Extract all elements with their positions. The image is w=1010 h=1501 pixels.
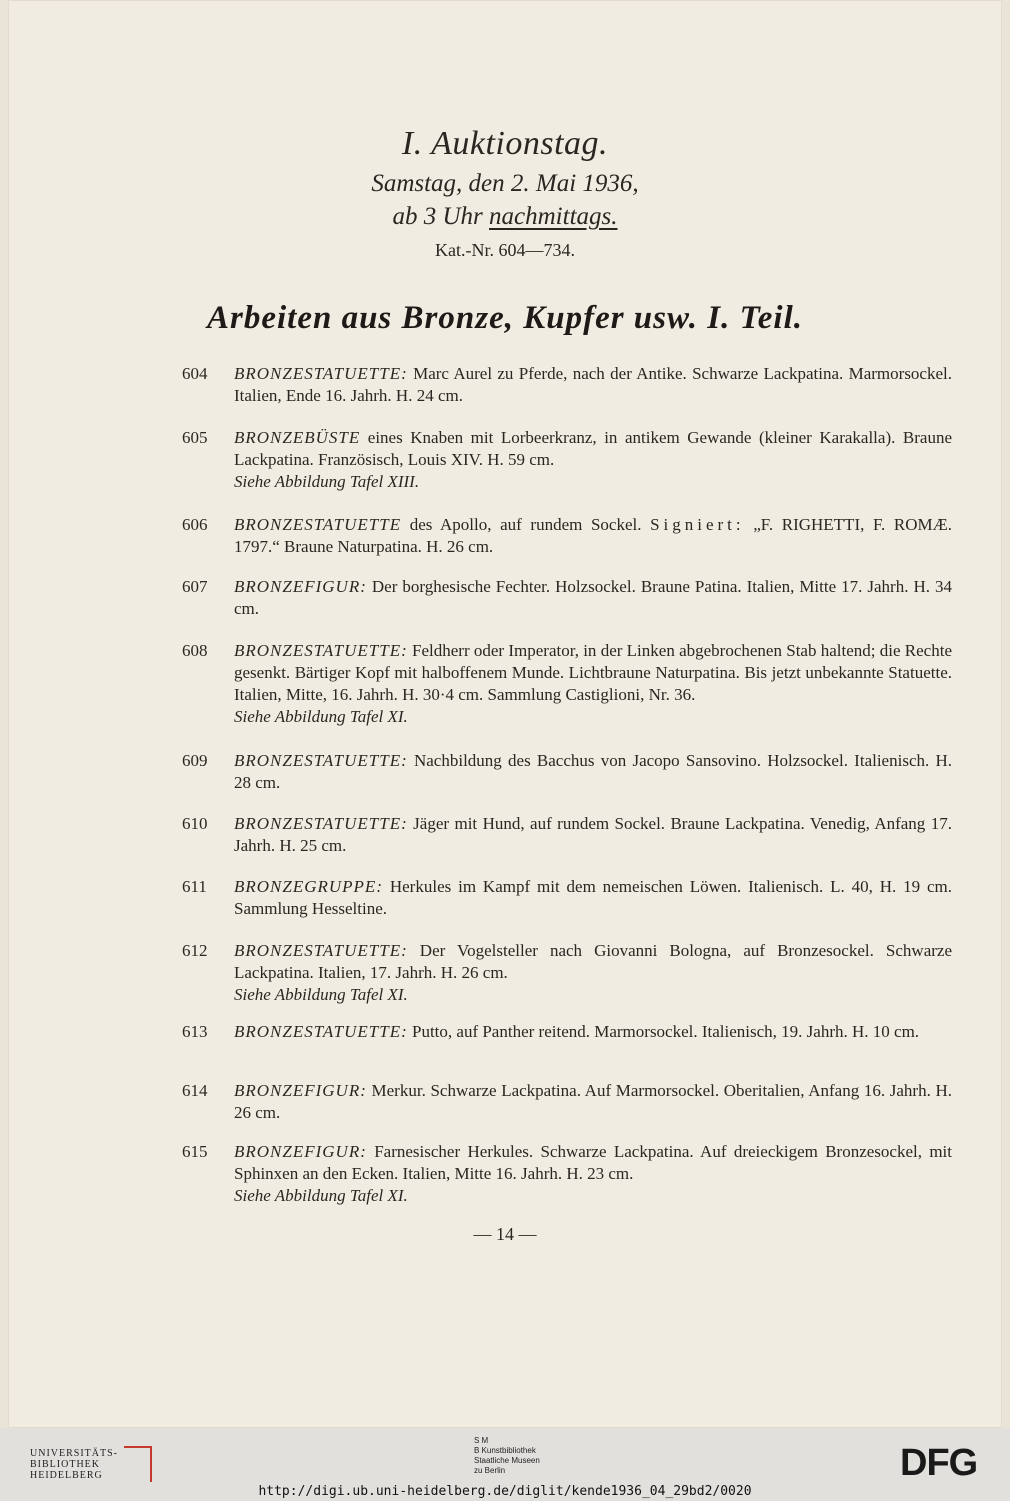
catalog-entry bbox=[182, 750, 952, 794]
entry-number: 608 bbox=[182, 641, 208, 660]
smb-line: S M bbox=[474, 1436, 489, 1445]
entry-lead: BRONZESTATUETTE: bbox=[234, 814, 408, 833]
entry-plate-reference: Siehe Abbildung Tafel XI. bbox=[234, 985, 408, 1004]
catalog-entry bbox=[182, 640, 952, 728]
entry-lead: BRONZEFIGUR: bbox=[234, 577, 367, 596]
entry-lead: BRONZEFIGUR: bbox=[234, 1081, 367, 1100]
library-footer bbox=[0, 1428, 1010, 1501]
entry-number: 609 bbox=[182, 751, 208, 770]
entry-body bbox=[234, 640, 952, 728]
entry-lead: BRONZEGRUPPE: bbox=[234, 877, 383, 896]
entry-text: Merkur. Schwarze Lackpatina. Auf Marmorsockel. Oberitalien, Anfang 16. Jahrh. H. 26 cm. bbox=[234, 1081, 952, 1122]
auction-time bbox=[8, 203, 1002, 231]
entry-plate-reference: Siehe Abbildung Tafel XI. bbox=[234, 1186, 408, 1205]
entry-lead: BRONZESTATUETTE: bbox=[234, 1022, 408, 1041]
time-underlined: nachmittags. bbox=[489, 203, 618, 230]
permalink-url[interactable]: http://digi.ub.uni-heidelberg.de/diglit/kende1936_04_29bd2/0020 bbox=[258, 1484, 752, 1499]
entry-lead: BRONZESTATUETTE: bbox=[234, 641, 408, 660]
entry-signed: Signiert: bbox=[650, 515, 745, 534]
catalog-entry bbox=[182, 427, 952, 493]
catalog-entry bbox=[182, 940, 952, 1006]
entry-text: Herkules im Kampf mit dem nemeischen Löwen. Italienisch. L. 40, H. 19 cm. Sammlung Hesseltine. bbox=[234, 877, 952, 918]
catalog-entry bbox=[182, 514, 952, 558]
entry-text: Marc Aurel zu Pferde, nach der Antike. Schwarze Lackpatina. Marmorsockel. Italien, Ende 16. Jahrh. H. 24 cm. bbox=[234, 364, 952, 405]
dfg-logo[interactable]: DFG bbox=[900, 1442, 978, 1484]
entry-number: 613 bbox=[182, 1022, 208, 1041]
university-emblem-icon bbox=[124, 1446, 152, 1482]
entry-body bbox=[234, 940, 952, 1006]
entry-lead: BRONZESTATUETTE bbox=[234, 515, 402, 534]
smb-line: B Kunstbibliothek bbox=[474, 1446, 536, 1455]
auction-date: Samstag, den 2. Mai 1936, bbox=[371, 170, 639, 197]
entry-number: 614 bbox=[182, 1081, 208, 1100]
uni-line: BIBLIOTHEK bbox=[30, 1458, 100, 1470]
entry-body bbox=[234, 427, 952, 493]
entry-text: eines Knaben mit Lorbeerkranz, in antikem Gewande (kleiner Karakalla). Braune Lackpatina. Französisch, Louis XIV. H. 59 cm. bbox=[234, 428, 952, 469]
entry-number: 612 bbox=[182, 941, 208, 960]
entry-plate-reference: Siehe Abbildung Tafel XI. bbox=[234, 707, 408, 726]
entry-number: 611 bbox=[182, 877, 207, 896]
university-library-logo[interactable] bbox=[30, 1446, 152, 1482]
entry-body bbox=[234, 1080, 952, 1124]
entry-text: Nachbildung des Bacchus von Jacopo Sansovino. Holzsockel. Italienisch. H. 28 cm. bbox=[234, 751, 952, 792]
page-number: — 14 — bbox=[473, 1224, 537, 1244]
entry-number: 604 bbox=[182, 364, 208, 383]
entry-text: Jäger mit Hund, auf rundem Sockel. Braune Lackpatina. Venedig, Anfang 17. Jahrh. H. 25 cm. bbox=[234, 814, 952, 855]
entry-body bbox=[234, 1021, 952, 1043]
auction-day-title: I. Auktionstag. bbox=[401, 125, 609, 162]
entry-text: Der borghesische Fechter. Holzsockel. Braune Patina. Italien, Mitte 17. Jahrh. H. 34 cm. bbox=[234, 577, 952, 618]
smb-line: zu Berlin bbox=[474, 1466, 506, 1475]
entry-lead: BRONZEBÜSTE bbox=[234, 428, 361, 447]
time-prefix: ab 3 Uhr bbox=[392, 203, 490, 230]
entry-body bbox=[234, 1141, 952, 1207]
entry-body bbox=[234, 576, 952, 620]
uni-line: UNIVERSITÄTS- bbox=[30, 1447, 118, 1459]
entry-lead: BRONZESTATUETTE: bbox=[234, 364, 408, 383]
entry-text: des Apollo, auf rundem Sockel. bbox=[401, 515, 651, 534]
catalog-entry bbox=[182, 363, 952, 407]
catalog-entry bbox=[182, 576, 952, 620]
entry-number: 605 bbox=[182, 428, 208, 447]
catalog-entry bbox=[182, 1080, 952, 1124]
entry-lead: BRONZESTATUETTE: bbox=[234, 751, 408, 770]
catalog-entry bbox=[182, 1021, 952, 1043]
entry-text: Feldherr oder Imperator, in der Linken abgebrochenen Stab haltend; die Rechte gesenkt. Bärtiger Kopf mit halboffenem Munde. Lichtbraune Naturpatina. Bis jetzt unbekannte Statuette. Italien, Mitte, 16. Jahrh. H. 30·4 cm. Sammlung Castiglioni, Nr. 36. bbox=[234, 641, 952, 704]
entry-body bbox=[234, 813, 952, 857]
entry-text: Der Vogelsteller nach Giovanni Bologna, auf Bronzesockel. Schwarze Lackpatina. Italien, 17. Jahrh. H. 26 cm. bbox=[234, 941, 952, 982]
entry-text: Putto, auf Panther reitend. Marmorsockel. Italienisch, 19. Jahrh. H. 10 cm. bbox=[407, 1022, 920, 1041]
entry-plate-reference: Siehe Abbildung Tafel XIII. bbox=[234, 472, 420, 491]
catalog-entry bbox=[182, 876, 952, 920]
entry-number: 610 bbox=[182, 814, 208, 833]
catalog-page bbox=[8, 0, 1002, 1428]
uni-line: HEIDELBERG bbox=[30, 1469, 103, 1481]
section-title: Arbeiten aus Bronze, Kupfer usw. I. Teil. bbox=[206, 300, 803, 336]
smb-line: Staatliche Museen bbox=[474, 1456, 540, 1465]
entry-lead: BRONZEFIGUR: bbox=[234, 1142, 367, 1161]
entry-lead: BRONZESTATUETTE: bbox=[234, 941, 408, 960]
university-library-name bbox=[30, 1448, 118, 1481]
entry-body bbox=[234, 514, 952, 558]
entry-number: 615 bbox=[182, 1142, 208, 1161]
entry-body bbox=[234, 876, 952, 920]
catalog-range: Kat.-Nr. 604—734. bbox=[435, 240, 575, 260]
entry-body bbox=[234, 750, 952, 794]
kunstbibliothek-logo[interactable] bbox=[474, 1436, 540, 1476]
entry-body bbox=[234, 363, 952, 407]
entry-text: Farnesischer Herkules. Schwarze Lackpatina. Auf dreieckigem Bronzesockel, mit Sphinxen an den Ecken. Italien, Mitte 16. Jahrh. H. 23 cm. bbox=[234, 1142, 952, 1183]
entry-text-2: „F. RIGHETTI, F. ROMÆ. 1797.“ Braune Naturpatina. H. 26 cm. bbox=[234, 515, 952, 556]
catalog-entry bbox=[182, 813, 952, 857]
catalog-entry bbox=[182, 1141, 952, 1207]
entry-number: 607 bbox=[182, 577, 208, 596]
entry-number: 606 bbox=[182, 515, 208, 534]
